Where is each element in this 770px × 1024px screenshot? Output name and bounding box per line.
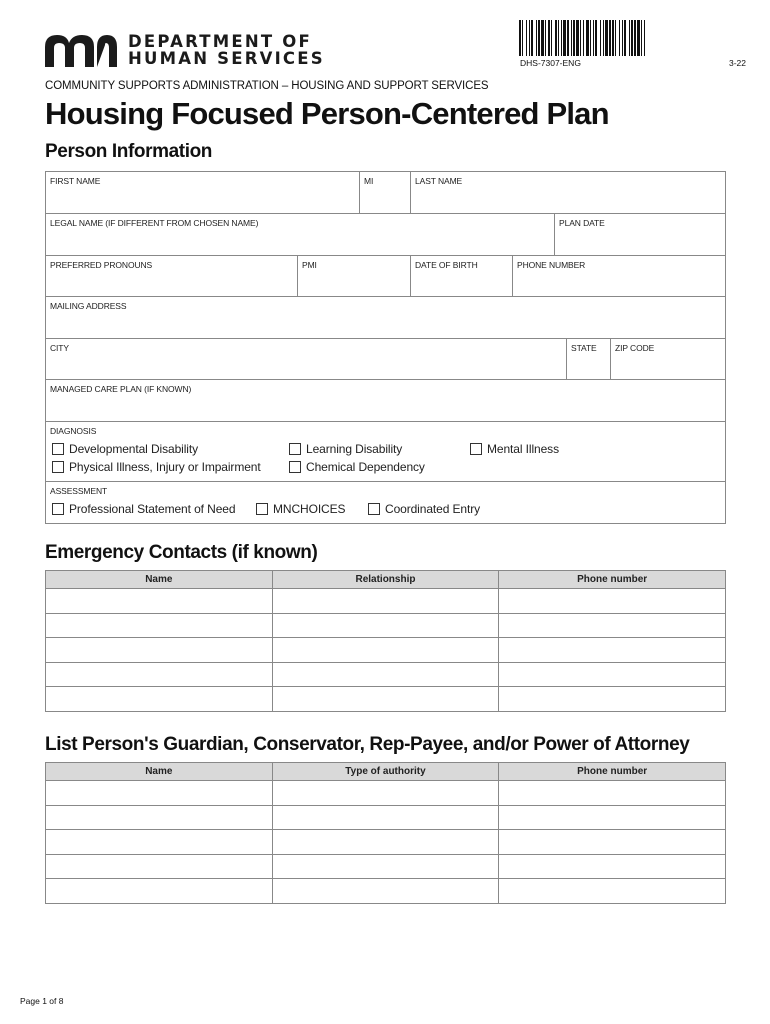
table-row: [46, 662, 726, 687]
plan-date-label: PLAN DATE: [559, 218, 605, 228]
barcode-bar: [551, 20, 552, 56]
cell-input[interactable]: [46, 638, 272, 662]
cell-input[interactable]: [273, 589, 499, 613]
city-input[interactable]: [48, 361, 564, 377]
checkbox-box[interactable]: [256, 503, 268, 515]
managed-care-input[interactable]: [48, 403, 723, 419]
table-cell[interactable]: [499, 854, 726, 879]
table-cell[interactable]: [272, 589, 499, 614]
state-field[interactable]: [567, 339, 611, 379]
cell-input[interactable]: [499, 806, 725, 830]
barcode-bar: [637, 20, 640, 56]
checkbox-box[interactable]: [470, 443, 482, 455]
diagnosis-label: DIAGNOSIS: [50, 426, 97, 436]
table-cell[interactable]: [499, 613, 726, 638]
emergency-contacts-heading: Emergency Contacts (if known): [45, 542, 318, 563]
person-info-form: [45, 171, 726, 524]
table-row: [46, 687, 726, 712]
barcode-bar: [555, 20, 557, 56]
dob-field[interactable]: [411, 256, 513, 296]
column-header: Name: [46, 571, 273, 589]
checkbox-label: Chemical Dependency: [306, 460, 425, 474]
cell-input[interactable]: [273, 663, 499, 687]
page-title: Housing Focused Person-Centered Plan: [45, 96, 609, 131]
barcode-bar: [567, 20, 569, 56]
barcode-bar: [634, 20, 636, 56]
cell-input[interactable]: [499, 663, 725, 687]
barcode-bar: [536, 20, 537, 56]
checkbox-label: Professional Statement of Need: [69, 502, 236, 516]
checkbox-box[interactable]: [289, 443, 301, 455]
legal-name-label: LEGAL NAME (IF DIFFERENT FROM CHOSEN NAME): [50, 218, 259, 228]
column-header: Name: [46, 763, 273, 781]
phone-label: PHONE NUMBER: [517, 260, 586, 270]
assessment-statement-checkbox[interactable]: [52, 502, 235, 516]
cell-input[interactable]: [273, 638, 499, 662]
page-number: Page 1 of 8: [20, 996, 64, 1006]
table-cell[interactable]: [46, 830, 273, 855]
cell-input[interactable]: [499, 589, 725, 613]
column-header: Phone number: [499, 571, 726, 589]
barcode-bar: [600, 20, 601, 56]
diagnosis-mental-illness-checkbox[interactable]: [470, 442, 559, 456]
diagnosis-chemical-checkbox[interactable]: [289, 460, 425, 474]
table-cell[interactable]: [272, 805, 499, 830]
plan-date-input[interactable]: [557, 237, 723, 253]
phone-input[interactable]: [515, 278, 723, 294]
table-cell[interactable]: [46, 638, 273, 663]
checkbox-box[interactable]: [52, 503, 64, 515]
cell-input[interactable]: [499, 614, 725, 638]
cell-input[interactable]: [46, 781, 272, 805]
table-cell[interactable]: [272, 830, 499, 855]
mailing-address-input[interactable]: [48, 320, 723, 336]
cell-input[interactable]: [46, 614, 272, 638]
cell-input[interactable]: [46, 879, 272, 903]
cell-input[interactable]: [273, 879, 499, 903]
table-cell[interactable]: [272, 687, 499, 712]
barcode-bar: [558, 20, 559, 56]
mi-input[interactable]: [362, 195, 408, 211]
cell-input[interactable]: [499, 855, 725, 879]
table-cell[interactable]: [499, 589, 726, 614]
assessment-section: [46, 482, 726, 523]
cell-input[interactable]: [46, 663, 272, 687]
cell-input[interactable]: [46, 589, 272, 613]
barcode-bar: [561, 20, 562, 56]
phone-field[interactable]: [513, 256, 726, 296]
barcode-bar: [529, 20, 530, 56]
checkbox-box[interactable]: [289, 461, 301, 473]
barcode-bar: [615, 20, 616, 56]
barcode-bar: [586, 20, 589, 56]
table-cell[interactable]: [272, 879, 499, 904]
checkbox-box[interactable]: [368, 503, 380, 515]
legal-name-input[interactable]: [48, 237, 552, 253]
barcode-bar: [563, 20, 566, 56]
zip-field[interactable]: [611, 339, 726, 379]
mn-logo-icon: [45, 33, 117, 67]
barcode-bar: [641, 20, 642, 56]
mailing-address-label: MAILING ADDRESS: [50, 301, 127, 311]
city-label: CITY: [50, 343, 69, 353]
table-cell[interactable]: [499, 805, 726, 830]
checkbox-box[interactable]: [52, 443, 64, 455]
cell-input[interactable]: [273, 806, 499, 830]
pmi-label: PMI: [302, 260, 317, 270]
checkbox-label: Physical Illness, Injury or Impairment: [69, 460, 261, 474]
cell-input[interactable]: [273, 614, 499, 638]
emergency-contacts-table: [45, 570, 726, 712]
barcode-bar: [629, 20, 630, 56]
barcode-bar: [624, 20, 626, 56]
table-row: [46, 830, 726, 855]
first-name-field[interactable]: [46, 172, 360, 213]
guardian-table: [45, 762, 726, 904]
mi-label: MI: [364, 176, 374, 186]
administration-line: COMMUNITY SUPPORTS ADMINISTRATION – HOUSING AND SUPPORT SERVICES: [45, 80, 489, 92]
mailing-address-field[interactable]: [46, 297, 726, 338]
cell-input[interactable]: [273, 781, 499, 805]
column-header: Phone number: [499, 763, 726, 781]
cell-input[interactable]: [499, 830, 725, 854]
pronouns-label: PREFERRED PRONOUNS: [50, 260, 153, 270]
barcode-bar: [541, 20, 544, 56]
state-label: STATE: [571, 343, 597, 353]
first-name-label: FIRST NAME: [50, 176, 101, 186]
barcode-bar: [576, 20, 579, 56]
barcode-bar: [522, 20, 523, 56]
person-info-heading: Person Information: [45, 141, 212, 162]
barcode-bar: [538, 20, 540, 56]
barcode-bar: [548, 20, 550, 56]
table-cell[interactable]: [272, 638, 499, 663]
diagnosis-physical-checkbox[interactable]: [52, 460, 261, 474]
table-cell[interactable]: [499, 638, 726, 663]
diagnosis-developmental-checkbox[interactable]: [52, 442, 198, 456]
legal-name-field[interactable]: [46, 214, 555, 255]
last-name-input[interactable]: [413, 195, 723, 211]
cell-input[interactable]: [499, 638, 725, 662]
table-cell[interactable]: [46, 589, 273, 614]
dob-label: DATE OF BIRTH: [415, 260, 478, 270]
pronouns-input[interactable]: [48, 278, 295, 294]
cell-input[interactable]: [499, 879, 725, 903]
table-cell[interactable]: [46, 854, 273, 879]
cell-input[interactable]: [273, 687, 499, 711]
dob-input[interactable]: [413, 278, 510, 294]
barcode-bar: [519, 20, 521, 56]
table-cell[interactable]: [46, 781, 273, 806]
column-header: Type of authority: [272, 763, 499, 781]
barcode-bar: [583, 20, 584, 56]
form-number: DHS-7307-ENG: [520, 58, 581, 68]
table-cell[interactable]: [272, 613, 499, 638]
cell-input[interactable]: [46, 855, 272, 879]
table-cell[interactable]: [499, 879, 726, 904]
assessment-coordinated-entry-checkbox[interactable]: [368, 502, 480, 516]
barcode-bar: [619, 20, 620, 56]
assessment-mnchoices-checkbox[interactable]: [256, 502, 345, 516]
table-cell[interactable]: [272, 854, 499, 879]
cell-input[interactable]: [46, 687, 272, 711]
zip-label: ZIP CODE: [615, 343, 655, 353]
state-input[interactable]: [569, 361, 608, 377]
managed-care-field[interactable]: [46, 380, 726, 421]
pmi-field[interactable]: [298, 256, 411, 296]
barcode-bar: [573, 20, 575, 56]
pmi-input[interactable]: [300, 278, 408, 294]
barcode-bar: [590, 20, 591, 56]
table-cell[interactable]: [499, 687, 726, 712]
barcode-bar: [531, 20, 533, 56]
cell-input[interactable]: [46, 806, 272, 830]
checkbox-label: Coordinated Entry: [385, 502, 481, 516]
plan-date-field[interactable]: [555, 214, 726, 255]
cell-input[interactable]: [46, 830, 272, 854]
table-cell[interactable]: [46, 613, 273, 638]
last-name-label: LAST NAME: [415, 176, 463, 186]
managed-care-label: MANAGED CARE PLAN (IF KNOWN): [50, 384, 192, 394]
table-cell[interactable]: [46, 662, 273, 687]
barcode-bar: [644, 20, 645, 56]
table-cell[interactable]: [46, 805, 273, 830]
table-cell[interactable]: [272, 781, 499, 806]
barcode-bar: [545, 20, 546, 56]
barcode-bar: [622, 20, 623, 56]
barcode-bar: [631, 20, 633, 56]
table-cell[interactable]: [46, 687, 273, 712]
barcode-bar: [605, 20, 608, 56]
cell-input[interactable]: [273, 830, 499, 854]
barcode-bar: [571, 20, 572, 56]
column-header: Relationship: [272, 571, 499, 589]
table-cell[interactable]: [46, 879, 273, 904]
barcode-bar: [612, 20, 614, 56]
barcode: [519, 20, 747, 56]
barcode-bar: [526, 20, 527, 56]
table-row: [46, 854, 726, 879]
form-date: 3-22: [728, 58, 746, 68]
table-cell[interactable]: [499, 830, 726, 855]
checkbox-label: Learning Disability: [306, 442, 403, 456]
table-row: [46, 879, 726, 904]
logo-line-2: HUMAN SERVICES: [128, 49, 325, 68]
checkbox-label: Developmental Disability: [69, 442, 198, 456]
diagnosis-learning-checkbox[interactable]: [289, 442, 402, 456]
logo-line-1: DEPARTMENT OF: [128, 32, 312, 51]
checkbox-label: Mental Illness: [487, 442, 559, 456]
cell-input[interactable]: [273, 855, 499, 879]
last-name-field[interactable]: [411, 172, 726, 213]
zip-input[interactable]: [613, 361, 723, 377]
table-row: [46, 805, 726, 830]
pronouns-field[interactable]: [46, 256, 298, 296]
dhs-logo: [45, 32, 325, 69]
diagnosis-section: [46, 422, 726, 481]
cell-input[interactable]: [499, 687, 725, 711]
mi-field[interactable]: [360, 172, 411, 213]
table-cell[interactable]: [272, 662, 499, 687]
barcode-bar: [603, 20, 604, 56]
city-field[interactable]: [46, 339, 567, 379]
barcode-bar: [609, 20, 611, 56]
assessment-label: ASSESSMENT: [50, 486, 108, 496]
cell-input[interactable]: [499, 781, 725, 805]
checkbox-label: MNCHOICES: [273, 502, 346, 516]
table-row: [46, 781, 726, 806]
first-name-input[interactable]: [48, 195, 357, 211]
table-row: [46, 613, 726, 638]
checkbox-box[interactable]: [52, 461, 64, 473]
table-cell[interactable]: [499, 781, 726, 806]
table-cell[interactable]: [499, 662, 726, 687]
barcode-bar: [593, 20, 594, 56]
guardian-heading: List Person's Guardian, Conservator, Rep-Payee, and/or Power of Attorney: [45, 734, 690, 755]
barcode-bar: [580, 20, 581, 56]
barcode-bar: [595, 20, 597, 56]
table-row: [46, 638, 726, 663]
table-row: [46, 589, 726, 614]
